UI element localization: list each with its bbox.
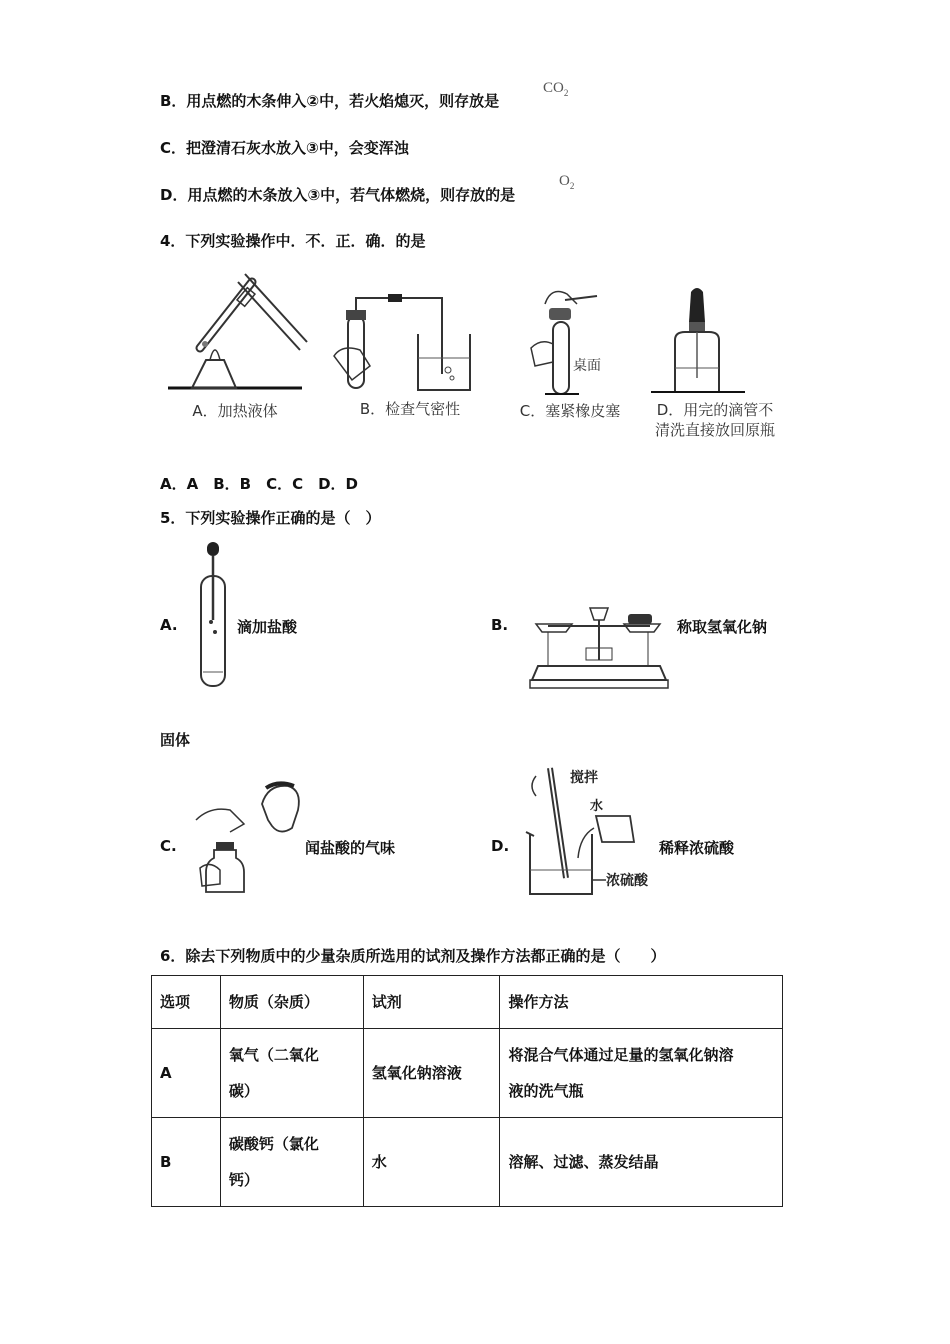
q3-option-d-text: D．用点燃的木条放入③中，若气体燃烧，则存放的是 xyxy=(160,186,516,204)
q4-caption-d-line2: 清洗直接放回原瓶 xyxy=(654,421,775,439)
q5-option-a-text: 滴加盐酸 xyxy=(237,618,298,636)
dropper-bottle-illustration xyxy=(645,282,785,400)
q3-option-d-formula: $O_2$ xyxy=(559,173,575,191)
table-row xyxy=(152,1118,783,1207)
balance-scale-illustration xyxy=(528,600,670,692)
q4-c-desk-label: 桌面 xyxy=(573,358,601,374)
q3-option-b-formula: $CO_2$ xyxy=(543,80,569,98)
q4-figure-b xyxy=(330,286,490,419)
diluting-sulfuric-acid-illustration xyxy=(522,766,662,904)
q5-figure-b xyxy=(528,600,670,692)
q5-option-b-text: 称取氢氧化钠 xyxy=(677,618,768,636)
q5-title: 5．下列实验操作正确的是（ ） xyxy=(160,509,381,527)
dropping-hcl-illustration xyxy=(193,540,233,690)
q5-option-d-text: 稀释浓硫酸 xyxy=(659,839,735,857)
row-a-option: A xyxy=(152,1029,221,1118)
header-option: 选项 xyxy=(152,976,221,1029)
q6-table xyxy=(151,975,783,1207)
q4-figure-a xyxy=(160,262,310,421)
q3-option-b xyxy=(160,90,499,111)
q4-caption-c: C．塞紧橡皮塞 xyxy=(519,402,621,420)
row-b-substance: 碳酸钙（氯化 钙） xyxy=(220,1118,363,1207)
header-method: 操作方法 xyxy=(500,976,783,1029)
q5-option-d-letter: D. xyxy=(491,837,510,855)
header-substance: 物质（杂质） xyxy=(220,976,363,1029)
q4-title: 4．下列实验操作中．不．正．确．的是 xyxy=(160,232,426,250)
q4-caption-d-line1: D．用完的滴管不 xyxy=(656,401,774,419)
table-row xyxy=(152,1029,783,1118)
q5-option-c-text: 闻盐酸的气味 xyxy=(305,839,396,857)
q4-figure-c xyxy=(505,282,635,421)
header-reagent: 试剂 xyxy=(363,976,500,1029)
q3-option-c: C．把澄清石灰水放入③中，会变浑浊 xyxy=(160,139,409,157)
q3-option-d xyxy=(160,184,515,205)
q4-caption-b: B．检查气密性 xyxy=(359,400,461,418)
q6-title: 6．除去下列物质中的少量杂质所选用的试剂及操作方法都正确的是（ ） xyxy=(160,947,666,965)
q4-caption-d xyxy=(645,400,785,440)
row-a-method: 将混合气体通过足量的氢氧化钠溶 液的洗气瓶 xyxy=(500,1029,783,1118)
q5-figure-a xyxy=(193,540,233,690)
rubber-stopper-illustration xyxy=(505,282,635,402)
q4-options: A．A B．B C．C D．D xyxy=(160,475,359,493)
smelling-hcl-illustration xyxy=(190,780,306,898)
q5-option-c-letter: C. xyxy=(160,837,177,855)
row-b-option: B xyxy=(152,1118,221,1207)
q5-figure-d xyxy=(522,766,662,904)
q5-d-water-label: 水 xyxy=(590,799,604,814)
row-b-reagent: 水 xyxy=(363,1118,500,1207)
row-b-method: 溶解、过滤、蒸发结晶 xyxy=(500,1118,783,1207)
q5-option-a-letter: A. xyxy=(160,616,178,634)
q5-option-b-letter: B. xyxy=(491,616,509,634)
q5-option-b-continuation: 固体 xyxy=(160,731,191,749)
heating-liquid-illustration xyxy=(160,262,310,402)
airtightness-check-illustration xyxy=(330,286,490,402)
q5-d-stir-label: 搅拌 xyxy=(570,770,598,786)
q5-d-acid-label: 浓硫酸 xyxy=(606,873,648,889)
q4-caption-a: A．加热液体 xyxy=(192,402,278,420)
q3-option-b-text: B．用点燃的木条伸入②中，若火焰熄灭，则存放是 xyxy=(160,92,500,110)
table-header-row xyxy=(152,976,783,1029)
q5-figure-c xyxy=(190,780,306,898)
q4-figure-d xyxy=(645,282,785,440)
row-a-reagent: 氢氧化钠溶液 xyxy=(363,1029,500,1118)
row-a-substance: 氧气（二氧化 碳） xyxy=(220,1029,363,1118)
